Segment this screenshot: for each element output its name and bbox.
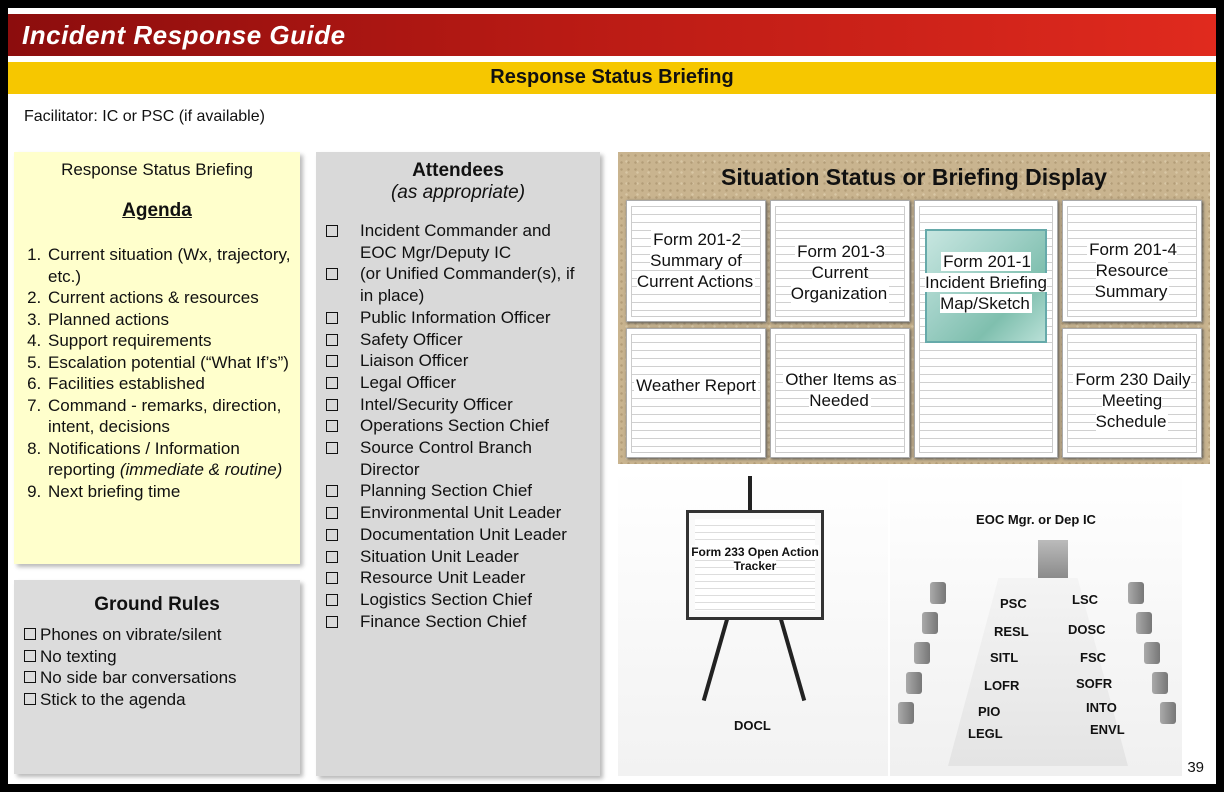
head-chair <box>1038 540 1068 580</box>
attendee-item: Source Control Branch Director <box>360 437 592 480</box>
checkbox-icon <box>326 377 338 389</box>
attendees-list <box>316 220 600 632</box>
guide-title: Incident Response Guide <box>22 20 346 50</box>
ground-rules-panel <box>14 580 300 774</box>
checkbox-icon <box>326 268 338 280</box>
attendee-item: Environmental Unit Leader <box>360 502 592 524</box>
attendee-item: Incident Commander and EOC Mgr/Deputy IC <box>360 220 592 263</box>
agenda-item: 8. Notifications / Information reporting (immediate & routine) <box>46 438 300 481</box>
easel-leg <box>778 615 806 701</box>
form-label: Weather Report <box>636 376 756 395</box>
seat-label: FSC <box>1080 650 1106 665</box>
header-bar <box>8 14 1216 56</box>
checkbox-icon <box>326 420 338 432</box>
seat-label: SITL <box>990 650 1019 665</box>
agenda-item: 1. Current situation (Wx, trajectory, etc.) <box>46 244 300 287</box>
checkbox-icon <box>326 334 338 346</box>
page-number: 39 <box>1187 759 1204 776</box>
rule-item: No texting <box>24 646 300 668</box>
seat-label: INTO <box>1086 700 1117 715</box>
checkbox-icon <box>326 442 338 454</box>
form-201-2-card <box>626 200 766 322</box>
seat-label: RESL <box>994 624 1029 639</box>
weather-report-card <box>626 328 766 458</box>
checkbox-icon <box>326 312 338 324</box>
docl-label: DOCL <box>734 718 771 733</box>
briefing-display-board <box>618 152 1210 464</box>
attendee-item: Public Information Officer <box>360 307 592 329</box>
checkbox-icon <box>24 693 36 705</box>
slide <box>8 8 1216 784</box>
table-head-label: EOC Mgr. or Dep IC <box>976 512 1096 527</box>
agenda-item: 3. Planned actions <box>46 309 300 331</box>
attendee-item: Logistics Section Chief <box>360 589 592 611</box>
attendee-item: Liaison Officer <box>360 350 592 372</box>
checkbox-icon <box>326 225 338 237</box>
seat-label: PSC <box>1000 596 1027 611</box>
agenda-title: Agenda <box>122 200 192 221</box>
chair <box>1136 612 1152 634</box>
attendee-item: Finance Section Chief <box>360 611 592 633</box>
display-title: Situation Status or Briefing Display <box>721 164 1107 190</box>
attendee-item: (or Unified Commander(s), if in place) <box>360 263 592 306</box>
checkbox-icon <box>24 628 36 640</box>
chair <box>1128 582 1144 604</box>
attendee-item: Resource Unit Leader <box>360 567 592 589</box>
chair <box>898 702 914 724</box>
checkbox-icon <box>326 355 338 367</box>
facilitator-text: Facilitator: IC or PSC (if available) <box>24 108 265 125</box>
form-label: Form 201-1 Incident Briefing Map/Sketch <box>925 252 1047 313</box>
chair <box>922 612 938 634</box>
attendee-item: Operations Section Chief <box>360 415 592 437</box>
rule-item: Stick to the agenda <box>24 689 300 711</box>
checkbox-icon <box>326 594 338 606</box>
checkbox-icon <box>326 616 338 628</box>
chair <box>1152 672 1168 694</box>
attendee-item: Planning Section Chief <box>360 480 592 502</box>
seat-label: LOFR <box>984 678 1020 693</box>
checkbox-icon <box>326 529 338 541</box>
checkbox-icon <box>326 572 338 584</box>
attendee-item: Situation Unit Leader <box>360 546 592 568</box>
seat-label: DOSC <box>1068 622 1106 637</box>
agenda-item: 4. Support requirements <box>46 330 300 352</box>
form-201-4-card <box>1062 200 1202 322</box>
chair <box>914 642 930 664</box>
chair <box>906 672 922 694</box>
attendee-item: Documentation Unit Leader <box>360 524 592 546</box>
action-tracker-board <box>686 510 824 620</box>
chair <box>1144 642 1160 664</box>
rule-item: Phones on vibrate/silent <box>24 624 300 646</box>
chair <box>1160 702 1176 724</box>
form-label: Form 201-2 Summary of Current Actions <box>636 230 754 291</box>
seat-label: LSC <box>1072 592 1098 607</box>
other-items-card <box>770 328 910 458</box>
ground-rules-title: Ground Rules <box>94 594 220 615</box>
form-label: Form 201-4 Resource Summary <box>1089 240 1177 301</box>
checkbox-icon <box>326 507 338 519</box>
agenda-item: 6. Facilities established <box>46 373 300 395</box>
agenda-item: 5. Escalation potential (“What If’s”) <box>46 352 300 374</box>
form-label: Other Items as Needed <box>785 370 897 410</box>
rule-item: No side bar conversations <box>24 667 300 689</box>
subheader-bar <box>8 62 1216 94</box>
attendees-subtitle: (as appropriate) <box>390 182 526 203</box>
seat-label: PIO <box>978 704 1001 719</box>
easel-leg <box>702 615 730 701</box>
attendee-item: Safety Officer <box>360 329 592 351</box>
form-label: Form 230 Daily Meeting Schedule <box>1075 370 1191 431</box>
briefing-title: Response Status Briefing <box>490 66 734 88</box>
checkbox-icon <box>326 551 338 563</box>
form-label: Form 201-3 Current Organization <box>790 242 888 303</box>
agenda-item: 9. Next briefing time <box>46 481 300 503</box>
checkbox-icon <box>24 671 36 683</box>
seat-label: SOFR <box>1076 676 1113 691</box>
seat-label: LEGL <box>968 726 1003 741</box>
agenda-panel <box>14 152 300 564</box>
agenda-item: 2. Current actions & resources <box>46 287 300 309</box>
attendees-title: Attendees <box>412 160 504 181</box>
checkbox-icon <box>24 650 36 662</box>
agenda-heading: Response Status Briefing <box>61 160 253 179</box>
attendees-panel <box>316 152 600 776</box>
easel-illustration <box>618 470 888 776</box>
seat-label: ENVL <box>1090 722 1125 737</box>
chair <box>930 582 946 604</box>
attendee-item: Legal Officer <box>360 372 592 394</box>
checkbox-icon <box>326 399 338 411</box>
agenda-list <box>14 244 300 502</box>
ground-rules-list <box>14 624 300 710</box>
form-201-3-card <box>770 200 910 322</box>
meeting-table-illustration <box>890 470 1182 776</box>
easel-label: Form 233 Open Action Tracker <box>691 545 819 573</box>
form-230-card <box>1062 328 1202 458</box>
checkbox-icon <box>326 485 338 497</box>
form-201-1-card <box>914 200 1058 458</box>
agenda-item: 7. Command - remarks, direction, intent, decisions <box>46 395 300 438</box>
attendee-item: Intel/Security Officer <box>360 394 592 416</box>
